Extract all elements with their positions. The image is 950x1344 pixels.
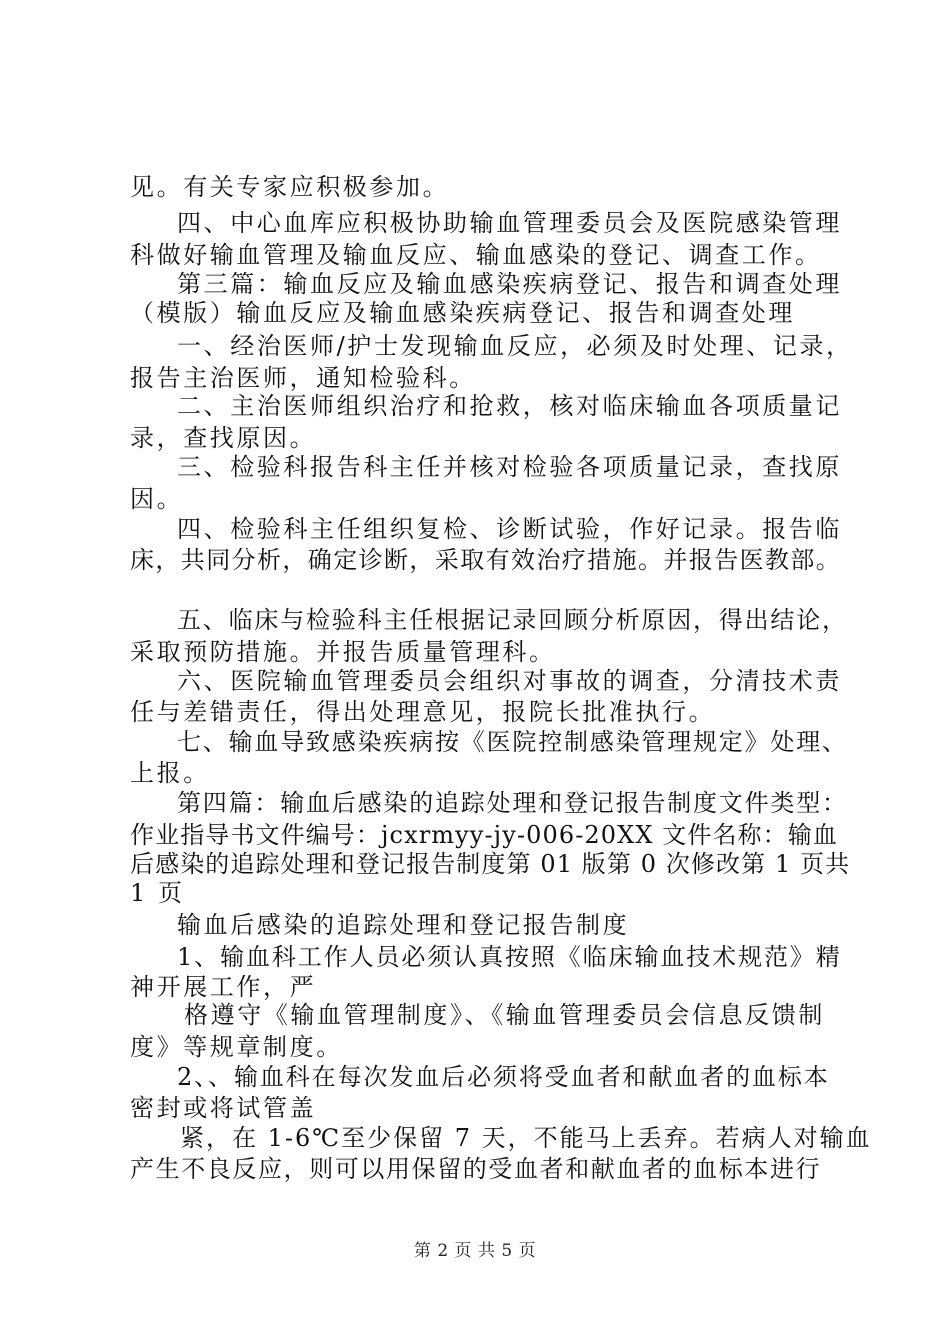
text-line: 格遵守《输血管理制度》、《输血管理委员会信息反馈制 <box>184 1001 825 1029</box>
text-line: 输血后感染的追踪处理和登记报告制度 <box>177 911 630 939</box>
text-line: 度》等规章制度。 <box>130 1033 343 1061</box>
text-line: 因。 <box>130 485 184 513</box>
text-line: 2、、输血科在每次发血后必须将受血者和献血者的血标本 <box>177 1063 830 1091</box>
text-line: 上报。 <box>130 759 210 787</box>
text-line: 七、输血导致感染疾病按《医院控制感染管理规定》处理、 <box>177 728 848 756</box>
text-line: 第三篇：输血反应及输血感染疾病登记、报告和调查处理 <box>177 270 842 298</box>
text-line: 见。有关专家应积极参加。 <box>130 173 450 201</box>
text-line: 密封或将试管盖 <box>130 1094 317 1122</box>
text-line: 录，查找原因。 <box>130 424 317 452</box>
text-line: 产生不良反应，则可以用保留的受血者和献血者的血标本进行 <box>130 1155 822 1183</box>
text-line: （模版）输血反应及输血感染疾病登记、报告和调查处理 <box>130 299 795 327</box>
text-line: 神开展工作，严 <box>130 973 317 1001</box>
text-line: 1 页 <box>130 879 185 907</box>
text-line: 第四篇：输血后感染的追踪处理和登记报告制度文件类型： <box>177 789 848 817</box>
text-line: 四、中心血库应积极协助输血管理委员会及医院感染管理 <box>177 209 842 237</box>
text-line: 1、输血科工作人员必须认真按照《临床输血技术规范》精 <box>177 943 842 971</box>
text-line: 六、医院输血管理委员会组织对事故的调查，分清技术责 <box>177 667 842 695</box>
text-line: 后感染的追踪处理和登记报告制度第 01 版第 0 次修改第 1 页共 <box>130 850 851 878</box>
text-line: 三、检验科报告科主任并核对检验各项质量记录，查找原 <box>177 453 842 481</box>
text-line: 作业指导书文件编号：jcxrmyy-jy-006-20XX 文件名称：输血 <box>130 821 838 849</box>
text-line: 一、经治医师/护士发现输血反应，必须及时处理、记录， <box>177 332 853 360</box>
page-number-footer: 第 2 页 共 5 页 <box>413 1241 537 1261</box>
text-line: 任与差错责任，得出处理意见，报院长批准执行。 <box>130 698 716 726</box>
text-line: 四、检验科主任组织复检、诊断试验，作好记录。报告临 <box>177 515 842 543</box>
text-line: 五、临床与检验科主任根据记录回顾分析原因，得出结论， <box>177 606 848 634</box>
text-line: 采取预防措施。并报告质量管理科。 <box>130 638 556 666</box>
text-line: 紧，在 1-6℃至少保留 7 天，不能马上丢弃。若病人对输血 <box>180 1124 872 1152</box>
text-line: 报告主治医师，通知检验科。 <box>130 364 476 392</box>
text-line: 科做好输血管理及输血反应、输血感染的登记、调查工作。 <box>130 241 822 269</box>
text-line: 床，共同分析，确定诊断，采取有效治疗措施。并报告医教部。 <box>130 546 842 574</box>
text-line: 二、主治医师组织治疗和抢救，核对临床输血各项质量记 <box>177 392 842 420</box>
